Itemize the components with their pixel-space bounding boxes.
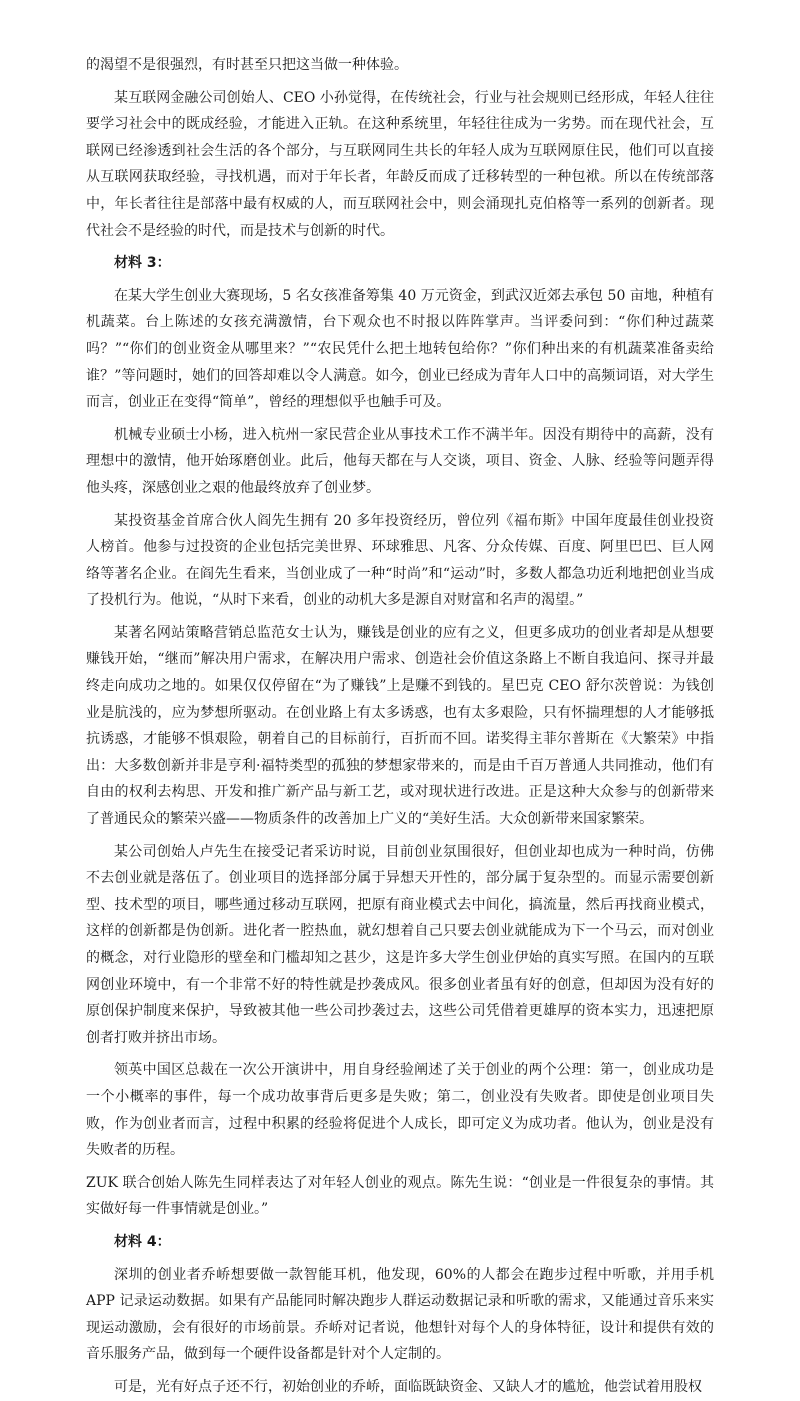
paragraph-qiao-funding: 可是，光有好点子还不行，初始创业的乔峤，面临既缺资金、又缺人才的尴尬，他尝试着用股权 [114,1378,702,1395]
paragraph-intro-tail: 的渴望不是很强烈，有时甚至只把这当做一种体验。 [86,57,408,73]
paragraph-director-fan: 某著名网站策略营销总监范女士认为，赚钱是创业的应有之义，但更多成功的创业者却是从想要赚钱开始，“继而”解决用户需求，在解决用户需求、创造社会价值这条路上不断自我追问、探寻并最终走向成功之地的。如果仅仅停留在“为了赚钱”上是赚不到钱的。星巴克 CEO 舒尔茨曾说：为钱创业是肮浅的，应为梦想所驱动。在创业路上有太多诱惑，也有太多艰险，只有怀揣理想的人才能够抵抗诱惑，才能够不惧艰险，朝着自己的目标前行，百折而不回。诺奖得主菲尔普斯在《大繁荣》中指出：大多数创新并非是亨利·福特类型的孤独的梦想家带来的，而是由千百万普通人共同推动，他们有自由的权利去构思、开发和推广新产品与新工艺，或对现状进行改进。正是这种大众参与的创新带来了普通民众的繁荣兴盛——物质条件的改善加上广义的“美好生活。大众创新带来国家繁荣。 [86,624,714,828]
paragraph-engineer-yang: 机械专业硕士小杨，进入杭州一家民营企业从事技术工作不满半年。因没有期待中的高薪，没有理想中的激情，他开始琢磨创业。此后，他每天都在与人交谈，项目、资金、人脉、经验等问题弄得他头疼，深感创业之艰的他最终放弃了创业梦。 [86,426,714,496]
paragraph-startup-contest: 在某大学生创业大赛现场，5 名女孩准备筹集 40 万元资金，到武汉近郊去承包 50 亩地，种植有机蔬菜。台上陈述的女孩充满激情，台下观众也不时报以阵阵掌声。当评委问到：“你们种过蔬菜吗？”“你们的创业资金从哪里来？”“农民凭什么把土地转包给你？”你们种出来的有机蔬菜准备卖给谁？”等问题时，她们的回答却难以令人满意。如今，创业已经成为青年人口中的高频词语，对大学生而言，创业正在变得“简单”，曾经的理想似乎也触手可及。 [86,287,714,411]
paragraph-qiao-headphones: 深圳的创业者乔峤想要做一款智能耳机，他发现，60%的人都会在跑步过程中听歌，并用手机 APP 记录运动数据。如果有产品能同时解决跑步人群运动数据记录和听歌的需求，又能通过音乐来实现运动激励，会有很好的市场前景。乔峤对记者说，他想针对每个人的身体特征，设计和提供有效的音乐服务产品，做到每一个硬件设备都是针对个人定制的。 [86,1266,714,1363]
paragraph-zuk-chen: ZUK 联合创始人陈先生同样表达了对年轻人创业的观点。陈先生说：“创业是一件很复杂的事情。其实做好每一件事情就是创业。” [86,1174,714,1218]
paragraph-linkedin-president: 领英中国区总裁在一次公开演讲中，用自身经验阐述了关于创业的两个公理：第一，创业成功是一个小概率的事件，每一个成功故事背后更多是失败；第二，创业没有失败者。即使是创业项目失败，作为创业者而言，过程中积累的经验将促进个人成长，即可定义为成功者。他认为，创业是没有失败者的历程。 [86,1062,714,1159]
section-heading-material-4: 材料 4： [114,1233,171,1250]
paragraph-founder-lu: 某公司创始人卢先生在接受记者采访时说，目前创业氛围很好，但创业却也成为一种时尚，仿佛不去创业就是落伍了。创业项目的选择部分属于异想天开性的，部分属于复杂型的。而显示需要创新型、技术型的项目，哪些通过移动互联网，把原有商业模式去中间化，搞流量，然后再找商业模式，这样的创新都是伪创新。进化者一腔热血，就幻想着自己只要去创业就能成为下一个马云，而对创业的概念，对行业隐形的壁垒和门槛却知之甚少，这是许多大学生创业伊始的真实写照。在国内的互联网创业环境中，有一个非常不好的特性就是抄袭成风。很多创业者虽有好的创意，但却因为没有好的原创保护制度来保护，导致被其他一些公司抄袭过去，这些公司凭借着更雄厚的资本实力，迅速把原创者打败并挤出市场。 [86,843,714,1046]
section-heading-material-3: 材料 3： [114,255,171,272]
paragraph-internet-finance-ceo: 某互联网金融公司创始人、CEO 小孙觉得，在传统社会，行业与社会规则已经形成，年轻人往往要学习社会中的既成经验，才能进入正轨。在这种系统里，年轻往往成为一劣势。而在现代社会，互联网已经渗透到社会生活的各个部分，与互联网同生共长的年轻人成为互联网原住民，他们可以直接从互联网获取经验，寻找机遇，而对于年长者，年龄反而成了迁移转型的一种包袱。所以在传统部落中，年长者往往是部落中最有权威的人，而互联网社会中，则会涌现扎克伯格等一系列的创新者。现代社会不是经验的时代，而是技术与创新的时代。 [86,89,714,239]
paragraph-investor-yan: 某投资基金首席合伙人阎先生拥有 20 多年投资经历，曾位列《福布斯》中国年度最佳创业投资人榜首。他参与过投资的企业包括完美世界、环球雅思、凡客、分众传媒、百度、阿里巴巴、巨人网络等著名企业。在阎先生看来，当创业成了一种“时尚”和“运动”时，多数人都急功近利地把创业当成了投机行为。他说，“从时下来看，创业的动机大多是源自对财富和名声的渴望。” [86,512,714,609]
